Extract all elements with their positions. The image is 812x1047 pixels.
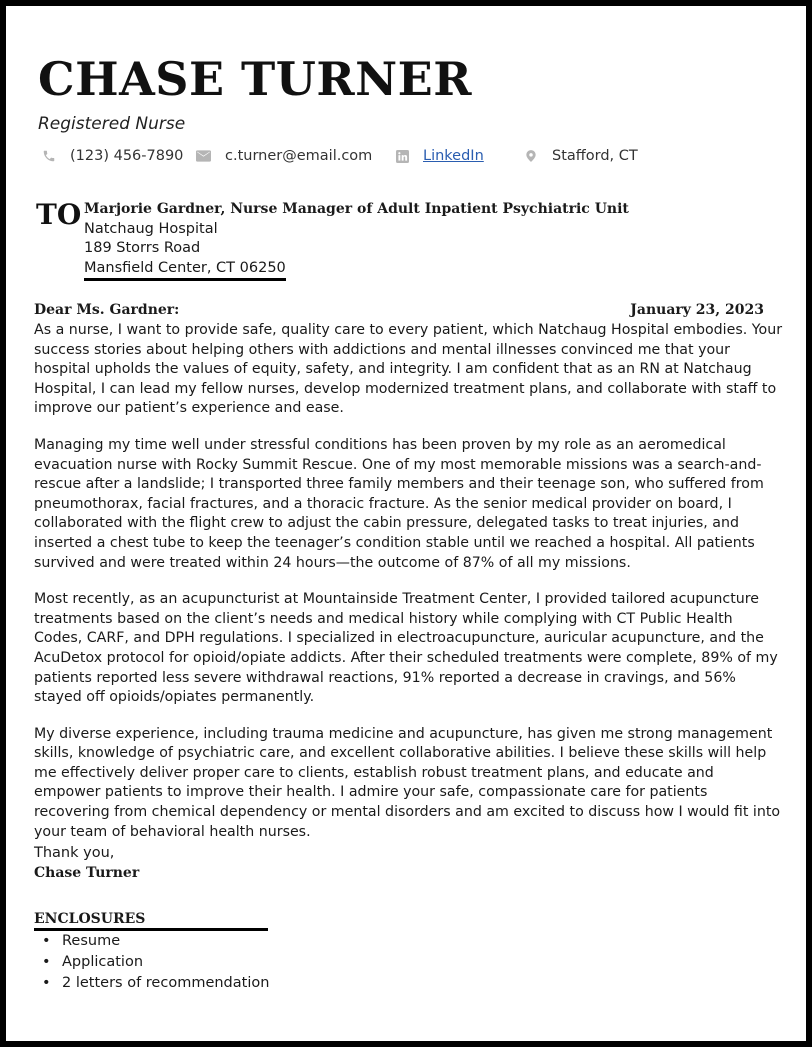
signature: Chase Turner xyxy=(34,864,140,881)
recipient-org: Natchaug Hospital xyxy=(84,220,218,237)
recipient-block xyxy=(84,200,629,278)
phone-text: (123) 456-7890 xyxy=(70,148,184,164)
list-item: • 2 letters of recommendation xyxy=(34,973,269,994)
body-paragraph: My diverse experience, including trauma medicine and acupuncture, has given me strong management skills, knowledge of psychiatric care, and excellent collaborative abilities. I believe these skills will help me effectively deliver proper care to clients, establish robust treatment plans, and educate and empower patients to improve their health. I admire your safe, compassionate care for patients recovering from chemical dependency or mental disorders and am excited to discuss how I would fit into your team of behavioral health nurses. xyxy=(34,725,781,840)
letter-date: January 23, 2023 xyxy=(630,302,764,318)
contact-location xyxy=(524,148,638,164)
location-text: Stafford, CT xyxy=(552,148,638,164)
contact-phone xyxy=(42,148,183,164)
recipient-name: Marjorie Gardner, Nurse Manager of Adult Inpatient Psychiatric Unit xyxy=(84,201,629,217)
letter-body xyxy=(34,321,784,859)
applicant-name: CHASE TURNER xyxy=(38,52,472,106)
linkedin-link[interactable]: LinkedIn xyxy=(423,148,484,164)
envelope-icon xyxy=(196,150,211,162)
body-paragraph: Managing my time well under stressful conditions has been proven by my role as an aeromedical evacuation nurse with Rocky Summit Rescue. One of my most memorable missions was a search-and-rescue after a landslide; I transported three family members and their teenage son, who suffered from pneumothorax, facial fractures, and a thoracic fracture. As the senior medical provider on board, I collaborated with the flight crew to adjust the cabin pressure, delegated tasks to treat injuries, and inserted a chest tube to keep the teenager’s condition stable until we reached a hospital. All patients survived and were treated within 24 hours—the outcome of 87% of all my missions. xyxy=(34,436,764,571)
email-text: c.turner@email.com xyxy=(225,148,373,164)
phone-icon xyxy=(42,149,56,163)
recipient-divider xyxy=(84,278,286,281)
greeting: Dear Ms. Gardner: xyxy=(34,302,180,318)
contact-email xyxy=(196,148,372,164)
enclosures-list xyxy=(34,931,269,994)
location-pin-icon xyxy=(524,149,538,163)
to-label: TO xyxy=(36,198,82,231)
list-item: • Resume xyxy=(34,931,269,952)
applicant-title: Registered Nurse xyxy=(38,114,186,134)
contact-linkedin xyxy=(396,148,484,164)
recipient-street: 189 Storrs Road xyxy=(84,240,201,256)
enclosures-heading: ENCLOSURES xyxy=(34,911,146,927)
body-paragraph: As a nurse, I want to provide safe, quality care to every patient, which Natchaug Hospital embodies. Your success stories about helping others with addictions and mental illnesses convinced me that your hospital upholds the values of equity, safety, and integrity. I am confident that as an RN at Natchaug Hospital, I can lead my fellow nurses, develop modernized treatment plans, and collaborate with staff to improve our patient’s experience and ease. xyxy=(34,322,783,417)
body-paragraph: Most recently, as an acupuncturist at Mountainside Treatment Center, I provided tailored acupuncture treatments based on the client’s needs and medical history while complying with CT Public Health Codes, CARF, and DPH regulations. I specialized in electroacupuncture, auricular acupuncture, and the AcuDetox protocol for opioid/opiate addicts. After their scheduled treatments were complete, 89% of my patients reported less severe withdrawal reactions, 91% reported a decrease in cravings, and 56% stayed off opioids/opiates permanently. xyxy=(34,591,778,706)
closing-block xyxy=(34,844,139,883)
recipient-city: Mansfield Center, CT 06250 xyxy=(84,259,286,276)
linkedin-icon xyxy=(396,150,409,163)
closing-text: Thank you, xyxy=(34,845,115,861)
list-item: • Application xyxy=(34,952,269,973)
